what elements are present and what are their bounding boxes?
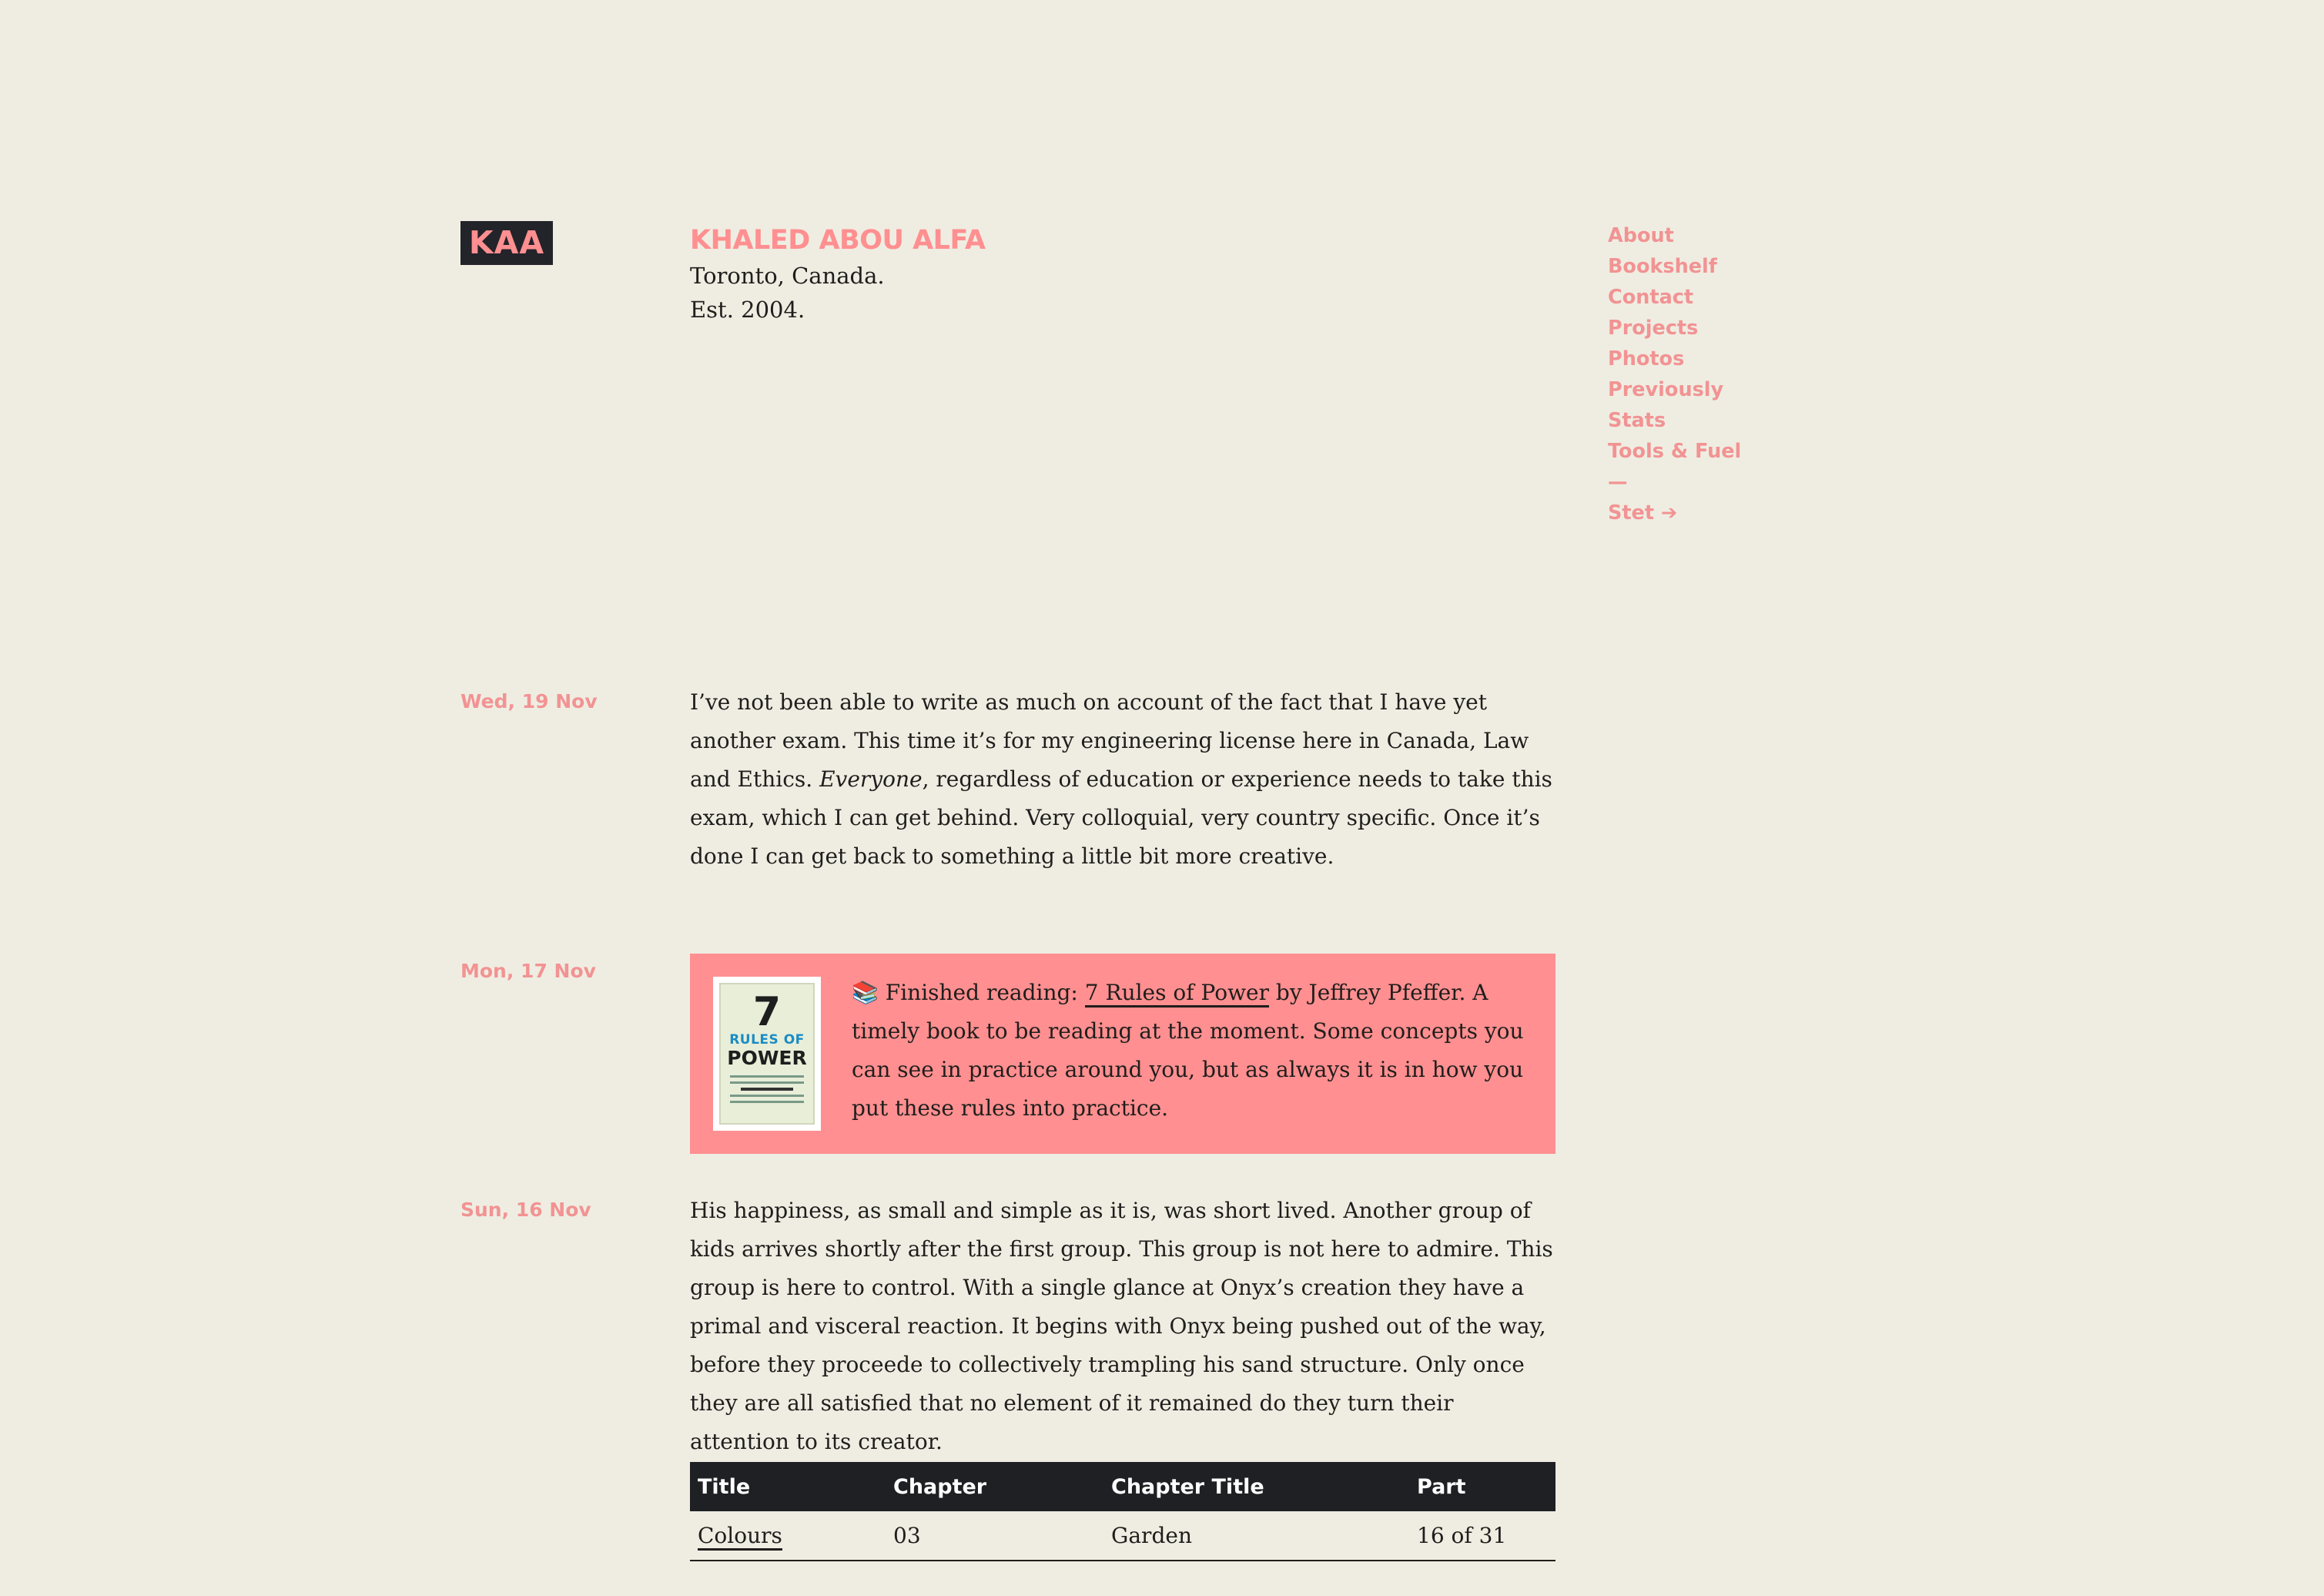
nav-item-tools-fuel[interactable]: Tools & Fuel <box>1608 440 1742 463</box>
cover-fine-print <box>730 1075 804 1103</box>
table-cell: Garden <box>1103 1511 1409 1561</box>
site-logo[interactable]: KAA <box>460 221 553 265</box>
reading-prefix: Finished reading: <box>878 980 1085 1005</box>
book-cover[interactable] <box>713 977 821 1131</box>
post-text: I’ve not been able to write as much on account of the fact that I have yet another exam. This time it’s for my engineering license here in Canada, Law and Ethics. <box>690 689 1529 792</box>
nav-item-about[interactable]: About <box>1608 224 1674 247</box>
main-nav <box>1608 220 1741 528</box>
site-title[interactable]: KHALED ABOU ALFA <box>690 225 986 256</box>
table-header: Title <box>690 1462 886 1511</box>
table-header: Chapter <box>886 1462 1103 1511</box>
table-header: Chapter Title <box>1103 1462 1409 1511</box>
nav-item-bookshelf[interactable]: Bookshelf <box>1608 255 1717 278</box>
book-cover-art <box>719 983 815 1125</box>
site-subtitle <box>690 259 885 327</box>
nav-item-contact[interactable]: Contact <box>1608 286 1694 309</box>
post-text: , regardless of education or experience needs to take this exam, which I can get behind. Very colloquial, very country specific. Once it’s done I can get back to something a little bit more creative. <box>690 766 1552 869</box>
reading-suffix: by Jeffrey Pfeffer. A timely book to be reading at the moment. Some concepts you can see in practice around you, but as always it is in how you put these rules into practice. <box>852 980 1524 1121</box>
nav-item-photos[interactable]: Photos <box>1608 347 1685 370</box>
book-title-link[interactable]: 7 Rules of Power <box>1085 980 1269 1008</box>
serial-table <box>690 1462 1555 1561</box>
table-cell <box>690 1511 886 1561</box>
table-cell: 03 <box>886 1511 1103 1561</box>
nav-item-previously[interactable]: Previously <box>1608 378 1724 401</box>
location-text: Toronto, Canada. <box>690 263 885 289</box>
post-body <box>690 1192 1555 1461</box>
books-icon: 📚 <box>852 980 879 1005</box>
cover-line-1: RULES OF <box>729 1032 805 1048</box>
post-date[interactable]: Mon, 17 Nov <box>460 960 596 982</box>
post-emphasis: Everyone <box>819 766 923 792</box>
nav-divider: — <box>1608 471 1628 494</box>
nav-item-projects[interactable]: Projects <box>1608 317 1699 340</box>
nav-item-stats[interactable]: Stats <box>1608 409 1666 432</box>
reading-text <box>852 974 1537 1128</box>
post-date[interactable]: Wed, 19 Nov <box>460 690 598 712</box>
established-text: Est. 2004. <box>690 297 805 323</box>
cover-line-2: POWER <box>727 1047 807 1069</box>
table-header-row <box>690 1462 1555 1511</box>
post-date[interactable]: Sun, 16 Nov <box>460 1199 591 1221</box>
cover-number: 7 <box>752 989 782 1035</box>
table-header: Part <box>1409 1462 1555 1511</box>
table-row <box>690 1511 1555 1561</box>
reading-card <box>690 954 1555 1154</box>
post-text: His happiness, as small and simple as it is, was short lived. Another group of kids arrives shortly after the first group. This group is not here to admire. This group is here to control. With a single glance at Onyx’s creation they have a primal and visceral reaction. It begins with Onyx being pushed out of the way, before they proceede to collectively trampling his sand structure. Only once they are all satisfied that no element of it remained do they turn their attention to its creator. <box>690 1198 1553 1454</box>
post-body <box>690 683 1555 876</box>
nav-item-stet[interactable]: Stet ➔ <box>1608 501 1678 525</box>
table-cell: 16 of 31 <box>1409 1511 1555 1561</box>
serial-title-link[interactable]: Colours <box>698 1523 782 1551</box>
